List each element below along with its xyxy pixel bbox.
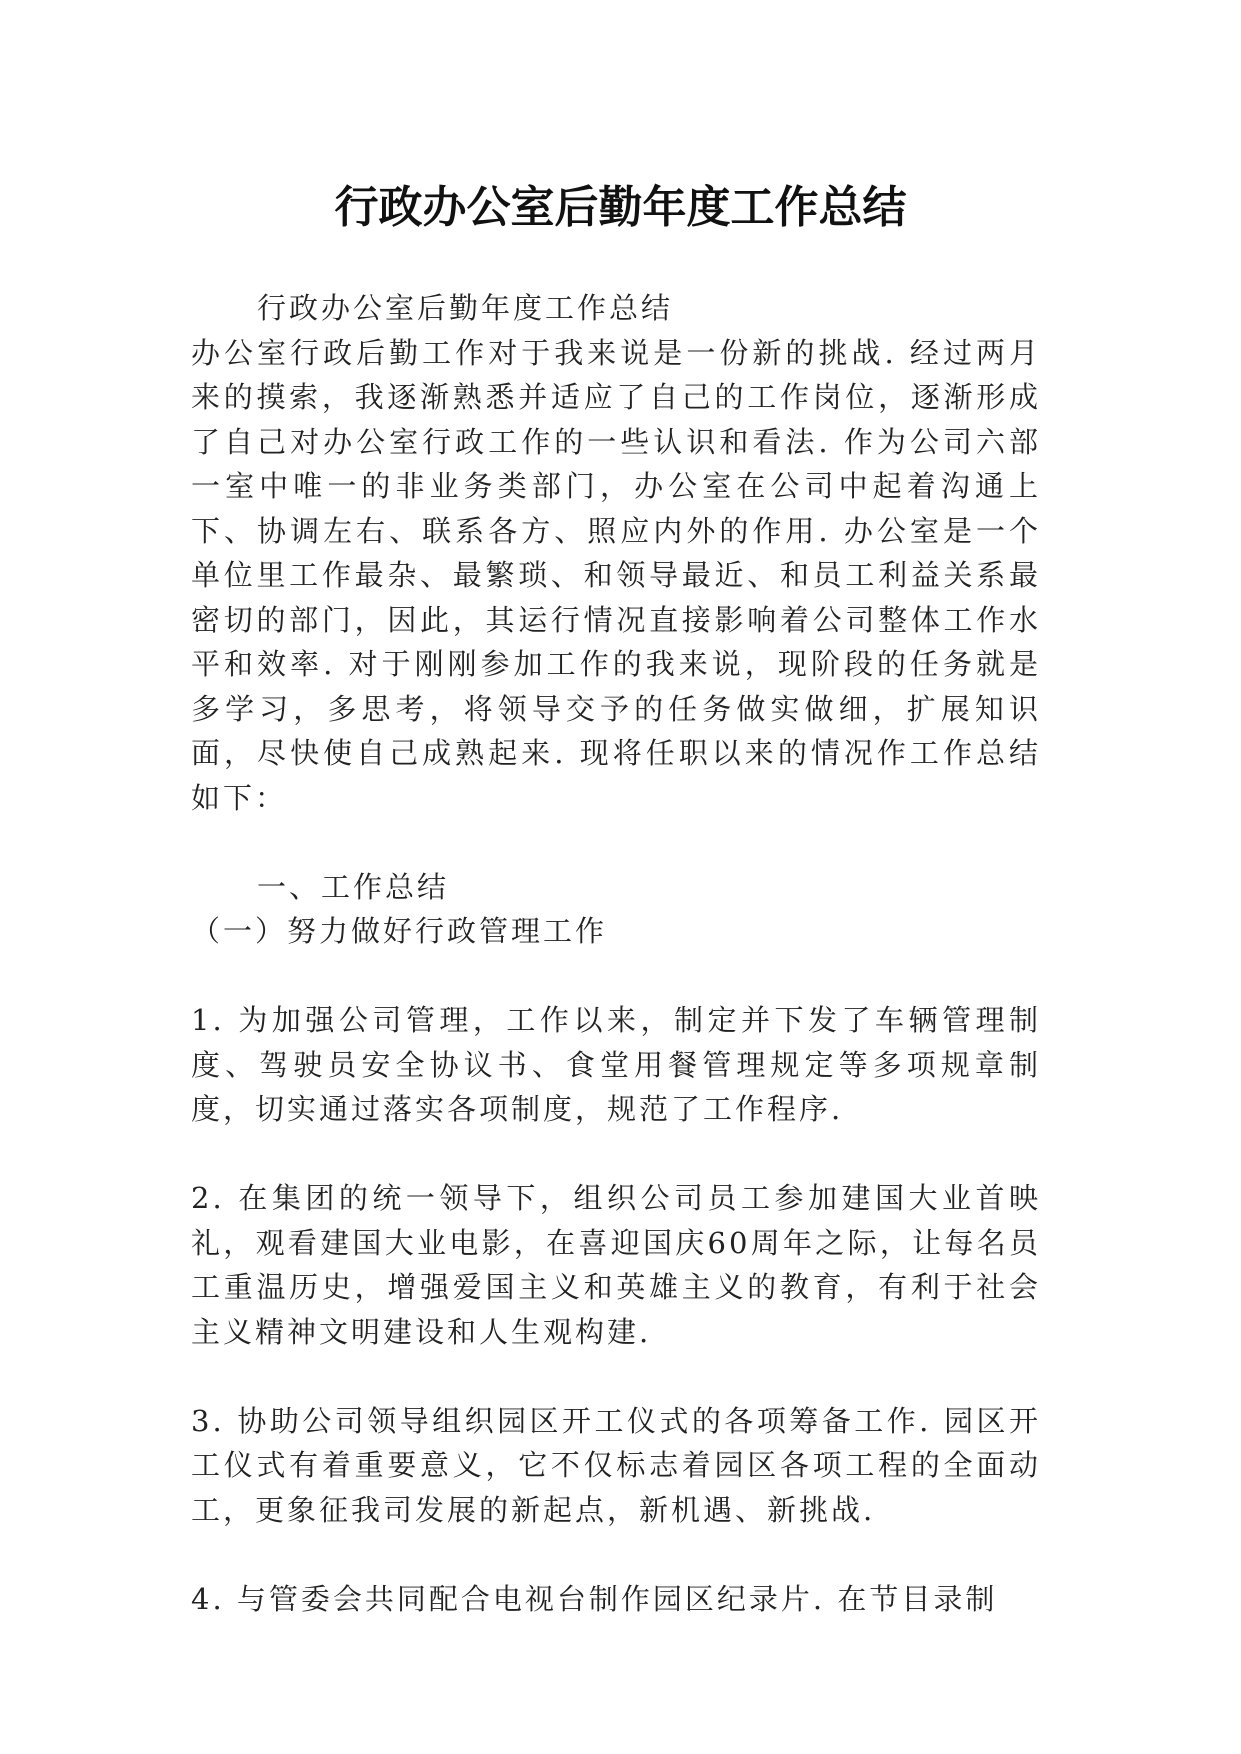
subsection-heading: （一）努力做好行政管理工作 <box>191 914 608 948</box>
document-title: 行政办公室后勤年度工作总结 <box>334 182 907 233</box>
paragraph-spacer <box>191 1354 1041 1399</box>
paragraph-spacer <box>191 820 1041 865</box>
paragraph-spacer <box>191 1532 1041 1577</box>
list-item: 3. 协助公司领导组织园区开工仪式的各项筹备工作. 园区开工仪式有着重要意义，它不仅标志着园区各项工程的全面动工，更象征我司发展的新起点，新机遇、新挑战. <box>191 1403 1041 1527</box>
intro-paragraph: 办公室行政后勤工作对于我来说是一份新的挑战. 经过两月来的摸索，我逐渐熟悉并适应了自己的工作岗位，逐渐形成了自己对办公室行政工作的一些认识和看法. 作为公司六部一室中唯一的非业务类部门，办公室在公司中起着沟通上下、协调左右、联系各方、照应内外的作用. 办公室是一个单位里工作最杂、最繁琐、和领导最近、和员工利益关系最密切的部门，因此，其运行情况直接影响着公司整体工作水平和效率. 对于刚刚参加工作的我来说，现阶段的任务就是多学习，多思考，将领导交予的任务做实做细，扩展知识面，尽快使自己成熟起来. 现将任职以来的情况作工作总结如下： <box>191 335 1041 815</box>
paragraph-spacer <box>191 1132 1041 1177</box>
section-heading: 一、工作总结 <box>257 869 450 904</box>
document-subtitle: 行政办公室后勤年度工作总结 <box>257 291 674 325</box>
list-item: 4. 与管委会共同配合电视台制作园区纪录片. 在节目录制 <box>191 1581 998 1616</box>
list-item: 1. 为加强公司管理，工作以来，制定并下发了车辆管理制度、驾驶员安全协议书、食堂用餐管理规定等多项规章制度，切实通过落实各项制度，规范了工作程序. <box>191 1003 1041 1126</box>
document-body <box>191 286 1041 1621</box>
paragraph-spacer <box>191 954 1041 999</box>
list-item: 2. 在集团的统一领导下，组织公司员工参加建国大业首映礼，观看建国大业电影，在喜迎国庆60周年之际，让每名员工重温历史，增强爱国主义和英雄主义的教育，有利于社会主义精神文明建设和人生观构建. <box>191 1181 1041 1349</box>
